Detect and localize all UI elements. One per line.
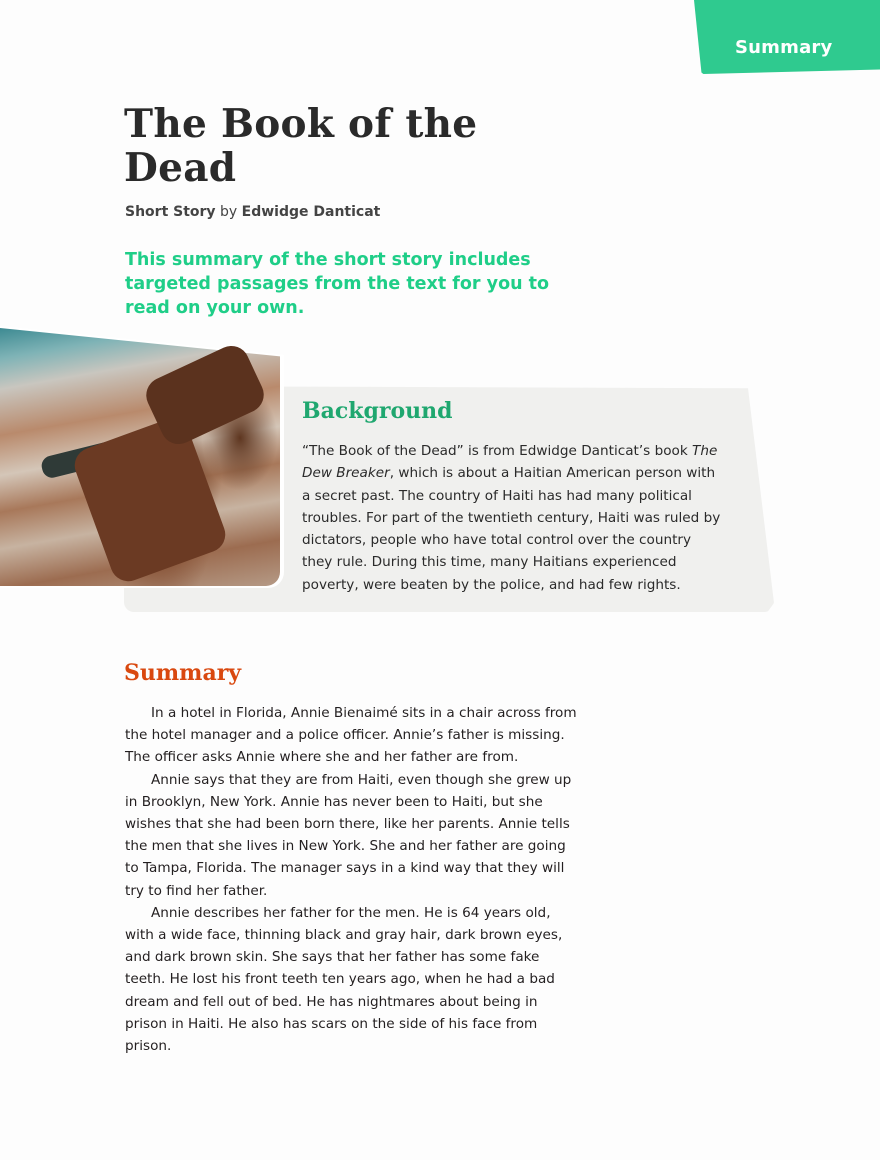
background-text: , which is about a Haitian American person with a secret past. The country of Haiti has had many political troubles. For part of the twentieth century, Haiti was ruled by dictators, people who have total control over the country they rule. During this time, many Haitians experienced poverty, were beaten by the police, and had few rights. xyxy=(302,465,721,593)
summary-paragraph: Annie says that they are from Haiti, even though she grew up in Brooklyn, New York. Annie has never been to Haiti, but she wishes that she had been born there, like her parents. Annie tells the men that she lives in New York. She and her father are going to Tampa, Florida. The manager says in a kind way that they will try to find her father. xyxy=(125,771,572,899)
summary-body xyxy=(125,702,577,1057)
summary-paragraph: Annie describes her father for the men. He is 64 years old, with a wide face, thinning black and gray hair, dark brown eyes, and dark brown skin. She says that her father has some fake teeth. He lost his front teeth ten years ago, when he had a bad dream and fell out of bed. He has nightmares about being in prison in Haiti. He also has scars on the side of his face from prison. xyxy=(125,904,563,1055)
background-heading: Background xyxy=(302,398,453,424)
book-title: The Dew Breaker xyxy=(302,443,718,482)
summary-heading: Summary xyxy=(124,660,242,686)
background-body xyxy=(302,440,722,596)
page-title: The Book of the Dead xyxy=(124,101,478,191)
author-name: Edwidge Danticat xyxy=(241,204,381,220)
by-word: by xyxy=(220,204,238,220)
summary-paragraph: In a hotel in Florida, Annie Bienaimé sits in a chair across from the hotel manager and a police officer. Annie’s father is missing. The officer asks Annie where she and her father are from. xyxy=(125,705,577,766)
intro-text: This summary of the short story includes targeted passages from the text for you to read on your own. xyxy=(125,250,550,318)
section-tab-label: Summary xyxy=(735,37,833,58)
background-text: “The Book of the Dead” is from Edwidge Danticat’s book xyxy=(302,443,693,459)
byline xyxy=(125,204,380,220)
genre-label: Short Story xyxy=(125,204,216,220)
